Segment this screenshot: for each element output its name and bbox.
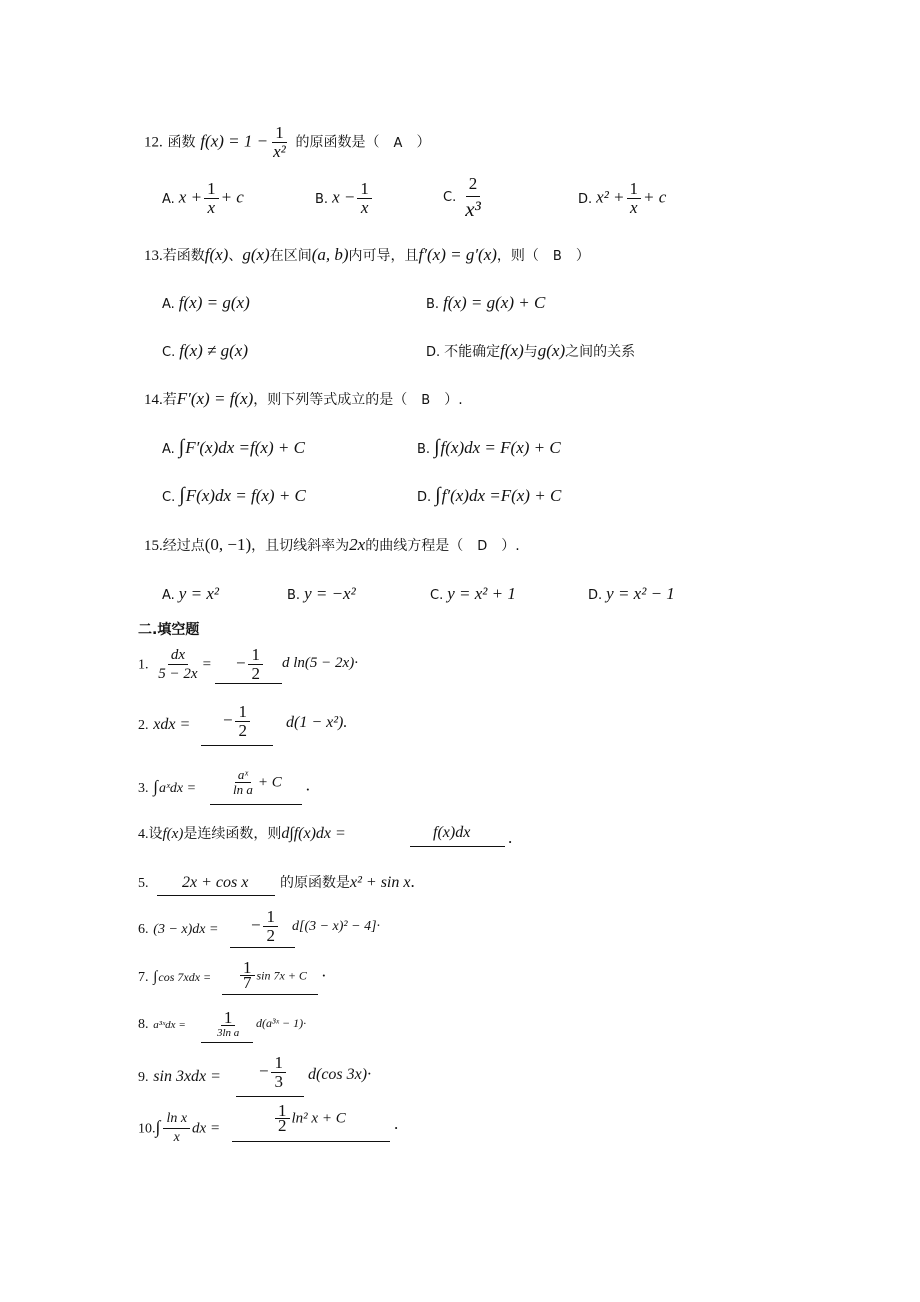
end-mark: · bbox=[303, 1016, 307, 1030]
q12-fraction bbox=[270, 124, 289, 161]
option-fraction bbox=[357, 180, 372, 217]
q12-option-c bbox=[443, 172, 486, 221]
integral-sign: ∫ bbox=[153, 969, 158, 985]
answer-tail: ln² x + C bbox=[291, 1110, 346, 1127]
answer-fraction bbox=[263, 908, 278, 945]
q13-option-a bbox=[162, 293, 250, 315]
fill-4-end: . bbox=[508, 828, 513, 847]
frac-den: 3 bbox=[274, 1072, 283, 1091]
fill-6-blank bbox=[230, 947, 295, 948]
frac-den: 5 − 2x bbox=[158, 666, 198, 682]
right-expr: d[(3 − x)² − 4] bbox=[292, 919, 377, 934]
fill-8-blank bbox=[201, 1042, 253, 1043]
integral-sign: ∫ bbox=[179, 484, 185, 506]
q15-text3: 的曲线方程是（ bbox=[365, 538, 464, 554]
frac-den: x bbox=[173, 1130, 180, 1145]
option-expr: x − bbox=[332, 187, 356, 207]
answer-fraction bbox=[240, 958, 255, 992]
frac-num: 1 bbox=[235, 703, 250, 722]
option-expr: f′(x)dx =F(x) + C bbox=[441, 486, 562, 505]
frac-num: 1 bbox=[204, 180, 219, 199]
fill-10-left-fraction bbox=[163, 1110, 190, 1147]
answer-sign: − bbox=[235, 653, 247, 673]
q14-answer: B bbox=[421, 393, 431, 408]
q12-option-a bbox=[162, 180, 244, 217]
q14-condition: F′(x) = f(x) bbox=[176, 389, 254, 408]
q14-text2: ，则下列等式成立的是（ bbox=[253, 392, 408, 408]
q13-option-b bbox=[426, 293, 545, 315]
answer-fraction bbox=[248, 646, 263, 683]
q12-text2: 的原函数是（ bbox=[295, 134, 380, 151]
option-text2: 与 bbox=[523, 344, 538, 360]
answer-sign: − bbox=[222, 710, 234, 730]
fill-10-answer bbox=[273, 1101, 346, 1135]
fill-7-blank bbox=[222, 994, 318, 995]
fill-1-left-fraction bbox=[155, 646, 200, 683]
option-label: D. bbox=[417, 490, 432, 505]
q12-number: 12. bbox=[144, 134, 163, 151]
option-fraction bbox=[204, 180, 219, 217]
q13-number: 13. bbox=[144, 248, 163, 264]
answer-fraction bbox=[230, 768, 256, 797]
question-13 bbox=[144, 245, 590, 267]
option-expr: x + bbox=[178, 187, 203, 207]
fill-6-right bbox=[292, 919, 380, 935]
frac-den: x³ bbox=[465, 197, 481, 221]
answer-tail: sin 7x + C bbox=[256, 968, 307, 983]
q15-text2: ，且切线斜率为 bbox=[251, 538, 350, 554]
answer-fraction bbox=[271, 1054, 286, 1091]
fill-7-answer bbox=[238, 958, 307, 992]
option-text: 不能确定 bbox=[444, 344, 501, 360]
left-expr-tail: dx = bbox=[192, 1120, 221, 1137]
q15-slope: 2x bbox=[349, 535, 366, 554]
fill-2 bbox=[138, 714, 190, 736]
right-expr: d(cos 3x) bbox=[308, 1066, 368, 1083]
option-expr: F(x)dx = f(x) + C bbox=[185, 486, 306, 505]
option-text3: 之间的关系 bbox=[565, 344, 636, 360]
fill-3-blank bbox=[210, 804, 302, 805]
option-expr: x² + bbox=[596, 187, 625, 207]
fill-9-right bbox=[308, 1066, 371, 1084]
frac-den: 3ln a bbox=[217, 1027, 240, 1039]
fill-1-blank bbox=[215, 683, 282, 684]
frac-den: 2 bbox=[278, 1116, 287, 1135]
q15-option-a bbox=[162, 584, 219, 606]
fill-3-answer bbox=[228, 768, 282, 797]
q12-frac-den: x² bbox=[273, 142, 286, 161]
fill-number: 4. bbox=[138, 827, 149, 842]
option-label: C. bbox=[162, 490, 176, 505]
fill-1-right bbox=[282, 655, 358, 672]
q14-number: 14. bbox=[144, 392, 163, 408]
option-label: D. bbox=[578, 191, 593, 207]
fill-5-answer: 2x + cos x bbox=[182, 874, 249, 891]
q13-g: g(x) bbox=[242, 245, 270, 264]
answer-sign: − bbox=[250, 915, 262, 935]
option-g: g(x) bbox=[537, 341, 566, 360]
q15-option-d bbox=[588, 584, 675, 606]
option-label: A. bbox=[162, 588, 175, 603]
fill-5 bbox=[138, 872, 149, 894]
option-label: A. bbox=[162, 191, 175, 207]
q15-text: 经过点 bbox=[162, 538, 205, 554]
end-mark: . bbox=[410, 872, 415, 891]
q13-answer: B bbox=[552, 249, 562, 264]
option-label: C. bbox=[162, 345, 176, 360]
option-expr: y = x² − 1 bbox=[606, 584, 675, 603]
q13-text4: ，则（ bbox=[496, 248, 539, 264]
integral-sign: ∫ bbox=[153, 777, 158, 796]
q13-option-d bbox=[426, 341, 635, 363]
right-expr: d(a³ˣ − 1) bbox=[256, 1016, 304, 1030]
option-expr-tail: + c bbox=[220, 187, 244, 207]
section-heading-fill-in: 二.填空题 bbox=[138, 622, 200, 638]
option-expr: y = x² + 1 bbox=[447, 584, 516, 603]
frac-num: 1 bbox=[263, 908, 278, 927]
q13-option-c bbox=[162, 341, 248, 363]
q13-interval: (a, b) bbox=[311, 245, 349, 264]
fill-10-blank bbox=[232, 1141, 390, 1142]
frac-num: 2 bbox=[466, 172, 481, 197]
q13-text3: 内可导，且 bbox=[348, 248, 419, 264]
fill-6-answer bbox=[250, 908, 280, 945]
question-15 bbox=[144, 535, 520, 557]
frac-num: 1 bbox=[221, 1011, 236, 1026]
option-fraction bbox=[627, 180, 642, 217]
fill-fx: f(x) bbox=[162, 826, 184, 842]
end-mark: . bbox=[343, 714, 348, 731]
question-14 bbox=[144, 389, 463, 411]
integral-sign: ∫ bbox=[434, 436, 440, 458]
frac-num: 1 bbox=[275, 1104, 290, 1119]
frac-den: 2 bbox=[266, 926, 275, 945]
frac-num: 1 bbox=[240, 961, 255, 976]
frac-num: 1 bbox=[627, 180, 642, 199]
fill-4-blank bbox=[410, 846, 505, 847]
fill-10-end: . bbox=[394, 1114, 399, 1133]
fill-number: 10. bbox=[138, 1121, 156, 1137]
option-expr: f(x) = g(x) + C bbox=[443, 293, 546, 312]
option-label: A. bbox=[162, 442, 175, 457]
left-expr: xdx = bbox=[153, 716, 191, 733]
fill-8-answer bbox=[212, 1008, 244, 1040]
q12-function: f(x) = 1 − bbox=[200, 131, 269, 151]
fill-number: 2. bbox=[138, 718, 149, 733]
q12-option-d bbox=[578, 180, 666, 217]
q15-option-c bbox=[430, 584, 516, 606]
fill-number: 6. bbox=[138, 922, 149, 937]
option-fraction bbox=[462, 172, 484, 221]
frac-num: ln x bbox=[163, 1110, 190, 1129]
frac-num: 1 bbox=[357, 180, 372, 199]
left-expr: aˣdx = bbox=[158, 781, 197, 796]
option-expr: f(x) = g(x) bbox=[178, 293, 250, 312]
frac-den: x bbox=[360, 198, 369, 217]
fill-1-equals: = bbox=[202, 656, 212, 673]
integral-sign: ∫ bbox=[155, 1116, 161, 1137]
option-expr: f(x)dx = F(x) + C bbox=[440, 438, 561, 457]
end-mark: · bbox=[376, 919, 381, 934]
integral-sign: ∫ bbox=[435, 484, 441, 506]
q13-text2: 在区间 bbox=[269, 248, 312, 264]
frac-num: 1 bbox=[248, 646, 263, 665]
option-label: C. bbox=[443, 189, 457, 205]
q13-text: 若函数 bbox=[162, 248, 205, 264]
q14-option-b bbox=[417, 437, 561, 460]
fill-9-blank bbox=[236, 1096, 304, 1097]
q14-option-d bbox=[417, 485, 561, 508]
fill-3-end: · bbox=[305, 780, 311, 799]
q15-close: ）. bbox=[501, 538, 520, 554]
option-expr: y = x² bbox=[178, 584, 219, 603]
frac-den: 2 bbox=[238, 721, 247, 740]
fill-text2: 是连续函数，则 bbox=[183, 826, 282, 842]
frac-num: dx bbox=[168, 646, 188, 665]
q13-f: f(x) bbox=[204, 245, 229, 264]
left-expr: a³ˣdx = bbox=[153, 1019, 186, 1031]
left-expr: sin 3xdx = bbox=[153, 1068, 221, 1085]
option-label: B. bbox=[315, 191, 329, 207]
fill-9-answer bbox=[258, 1054, 288, 1091]
frac-num: 1 bbox=[271, 1054, 286, 1073]
fill-2-right bbox=[286, 714, 347, 732]
fill-6 bbox=[138, 918, 218, 940]
option-label: B. bbox=[287, 588, 301, 603]
fill-7-end: · bbox=[321, 966, 327, 985]
option-label: D. bbox=[426, 345, 441, 360]
fill-text: 设 bbox=[148, 826, 163, 842]
q14-text: 若 bbox=[162, 392, 177, 408]
q13-close: ） bbox=[575, 248, 590, 264]
frac-den: ln a bbox=[233, 782, 253, 797]
q14-option-a bbox=[162, 437, 305, 460]
fill-number: 7. bbox=[138, 970, 149, 985]
fill-number: 3. bbox=[138, 781, 149, 796]
q13-sep: 、 bbox=[228, 248, 243, 264]
q12-close: ） bbox=[416, 134, 431, 151]
fill-5-blank bbox=[157, 895, 275, 896]
option-label: B. bbox=[417, 442, 431, 457]
q12-frac-num: 1 bbox=[272, 124, 287, 143]
q15-point: (0, −1) bbox=[204, 535, 252, 554]
fill-number: 5. bbox=[138, 876, 149, 891]
answer-fraction bbox=[235, 703, 250, 740]
q15-answer: D bbox=[477, 539, 488, 554]
option-expr: y = −x² bbox=[304, 584, 356, 603]
fill-2-blank bbox=[201, 745, 273, 746]
answer-fraction bbox=[275, 1101, 290, 1135]
fill-2-answer bbox=[222, 703, 252, 740]
fill-8-right bbox=[256, 1016, 306, 1031]
fill-8 bbox=[138, 1013, 186, 1035]
q12-text: 函数 bbox=[167, 134, 196, 151]
fill-3 bbox=[138, 777, 196, 799]
option-label: A. bbox=[162, 297, 175, 312]
frac-den: 7 bbox=[243, 973, 252, 992]
frac-den: 2 bbox=[251, 664, 260, 683]
fill-1 bbox=[138, 646, 211, 683]
answer-sign: − bbox=[258, 1061, 270, 1081]
integral-sign: ∫ bbox=[178, 436, 185, 458]
frac-den: x bbox=[630, 198, 638, 217]
option-expr: f(x) ≠ g(x) bbox=[179, 341, 249, 360]
q13-condition: f′(x) = g′(x) bbox=[418, 245, 497, 264]
q14-option-c bbox=[162, 485, 306, 508]
right-expr: d(1 − x²) bbox=[286, 714, 344, 731]
frac-den: x bbox=[207, 198, 216, 217]
fill-number: 8. bbox=[138, 1017, 149, 1032]
fill-4 bbox=[138, 823, 346, 845]
fill-5-tail bbox=[280, 872, 415, 892]
option-label: C. bbox=[430, 588, 444, 603]
left-expr: cos 7xdx = bbox=[158, 970, 212, 984]
left-expr: (3 − x)dx = bbox=[153, 922, 219, 937]
right-expr: d ln(5 − 2x) bbox=[282, 655, 355, 671]
fill-10 bbox=[138, 1110, 220, 1147]
answer-fraction bbox=[214, 1008, 242, 1040]
q12-option-b bbox=[315, 180, 374, 217]
option-label: D. bbox=[588, 588, 603, 603]
q15-number: 15. bbox=[144, 538, 163, 554]
option-expr: F′(x)dx =f(x) + C bbox=[185, 438, 305, 457]
option-expr-tail: + c bbox=[643, 187, 667, 207]
fill-7 bbox=[138, 966, 211, 988]
q12-answer: A bbox=[393, 135, 403, 151]
fill-number: 1. bbox=[138, 657, 149, 673]
option-label: B. bbox=[426, 297, 440, 312]
end-mark: · bbox=[367, 1066, 372, 1083]
fill-number: 9. bbox=[138, 1070, 149, 1085]
end-mark: · bbox=[354, 655, 358, 671]
fill-1-answer bbox=[235, 646, 265, 683]
fill-9 bbox=[138, 1066, 221, 1088]
answer-tail: + C bbox=[257, 774, 282, 791]
frac-num: aˣ bbox=[235, 768, 251, 783]
option-f: f(x) bbox=[500, 341, 524, 360]
fill-4-answer: f(x)dx bbox=[433, 824, 471, 841]
right-expr: x² + sin x bbox=[350, 874, 411, 891]
q15-option-b bbox=[287, 584, 356, 606]
question-12 bbox=[144, 124, 430, 161]
left-expr: d∫f(x)dx = bbox=[281, 825, 346, 842]
fill-text: 的原函数是 bbox=[280, 875, 350, 891]
q14-close: ）. bbox=[444, 392, 463, 408]
